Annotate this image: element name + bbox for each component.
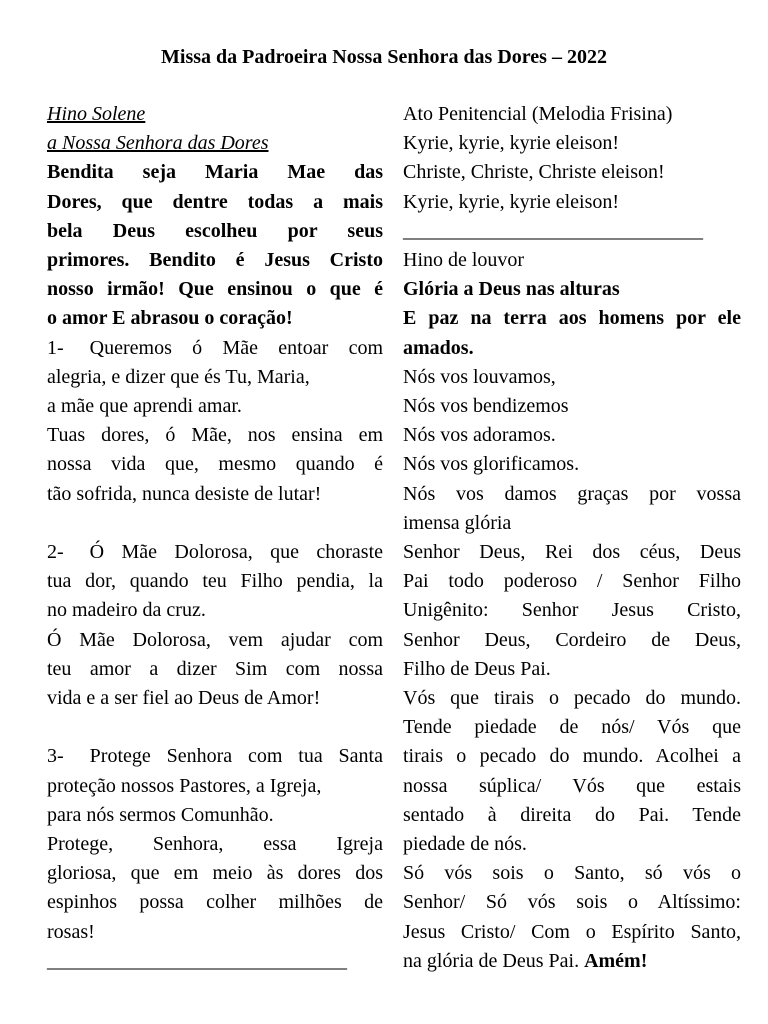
gloria-line: Unigênito: Senhor Jesus Cristo, bbox=[403, 599, 741, 622]
kyrie-line: Christe, Christe, Christe eleison! bbox=[403, 161, 665, 184]
right-column bbox=[403, 100, 741, 976]
verse-line: 2- Ó Mãe Dolorosa, que choraste bbox=[47, 541, 383, 564]
gloria-line: sentado à direita do Pai. Tende bbox=[403, 803, 741, 826]
gloria-line: Nós vos bendizemos bbox=[403, 395, 569, 418]
verse-line: alegria, e dizer que és Tu, Maria, bbox=[47, 365, 310, 388]
verse-line: nossa vida que, mesmo quando é bbox=[47, 453, 383, 476]
amen-text: Amém! bbox=[584, 949, 648, 972]
kyrie-line: Kyrie, kyrie, kyrie eleison! bbox=[403, 190, 620, 213]
gloria-heading-line: amados. bbox=[403, 336, 474, 359]
verse-line: Protege, Senhora, essa Igreja bbox=[47, 833, 383, 856]
verse-line: vida e a ser fiel ao Deus de Amor! bbox=[47, 687, 321, 710]
gloria-line: tirais o pecado do mundo. Acolhei a bbox=[403, 745, 741, 768]
verse-line: Ó Mãe Dolorosa, vem ajudar com bbox=[47, 628, 383, 651]
verse-line: 3- Protege Senhora com tua Santa bbox=[47, 745, 383, 768]
verse-1 bbox=[47, 334, 383, 509]
left-column bbox=[47, 100, 383, 976]
refrain-line: bela Deus escolheu por seus bbox=[47, 219, 383, 242]
gloria-line: Senhor Deus, Cordeiro de Deus, bbox=[403, 628, 741, 651]
verse-line: rosas! bbox=[47, 920, 95, 943]
verse-line: Tuas dores, ó Mãe, nos ensina em bbox=[47, 424, 383, 447]
refrain bbox=[47, 158, 383, 333]
kyrie-line: Kyrie, kyrie, kyrie eleison! bbox=[403, 132, 620, 155]
gloria-line: Tende piedade de nós/ Vós que bbox=[403, 716, 741, 739]
refrain-line: o amor E abrasou o coração! bbox=[47, 307, 293, 330]
gloria-line: piedade de nós. bbox=[403, 833, 527, 856]
gloria-line: Nós vos adoramos. bbox=[403, 424, 556, 447]
verse-line: no madeiro da cruz. bbox=[47, 599, 206, 622]
refrain-line: Bendita seja Maria Mae das bbox=[47, 161, 383, 184]
penitential-title: Ato Penitencial (Melodia Frisina) bbox=[403, 103, 673, 125]
gloria-line: Só vós sois o Santo, só vós o bbox=[403, 862, 741, 885]
gloria-line: Nós vos glorificamos. bbox=[403, 453, 580, 476]
gloria-line: Nós vos louvamos, bbox=[403, 365, 556, 388]
verse-number: 3- bbox=[47, 745, 64, 768]
gloria-line: Nós vos damos graças por vossa bbox=[403, 482, 741, 505]
verse-3 bbox=[47, 742, 383, 946]
refrain-line: primores. Bendito é Jesus Cristo bbox=[47, 249, 383, 272]
gloria-line bbox=[403, 947, 741, 976]
gloria-line: Senhor/ Só vós sois o Altíssimo: bbox=[403, 891, 741, 914]
hymn-title: Hino Solene bbox=[47, 103, 146, 125]
hymn-subtitle: a Nossa Senhora das Dores bbox=[47, 132, 269, 155]
gloria-line: Filho de Deus Pai. bbox=[403, 657, 551, 680]
gloria-line: Pai todo poderoso / Senhor Filho bbox=[403, 570, 741, 593]
gloria-line: Jesus Cristo/ Com o Espírito Santo, bbox=[403, 920, 741, 943]
verse-line: tão sofrida, nunca desiste de lutar! bbox=[47, 482, 322, 505]
gloria-line: Senhor Deus, Rei dos céus, Deus bbox=[403, 541, 741, 564]
verse-line: tua dor, quando teu Filho pendia, la bbox=[47, 570, 383, 593]
verse-line: proteção nossos Pastores, a Igreja, bbox=[47, 774, 322, 797]
verse-line: 1- Queremos ó Mãe entoar com bbox=[47, 336, 383, 359]
gloria-last-line: na glória de Deus Pai. bbox=[403, 949, 580, 972]
refrain-line: nosso irmão! Que ensinou o que é bbox=[47, 278, 383, 301]
verse-2 bbox=[47, 538, 383, 713]
separator-line: ______________________________ bbox=[403, 219, 703, 242]
verse-line: a mãe que aprendi amar. bbox=[47, 395, 242, 418]
page-title: Missa da Padroeira Nossa Senhora das Dores – 2022 bbox=[161, 46, 607, 68]
gloria-line: imensa glória bbox=[403, 511, 512, 534]
verse-number: 1- bbox=[47, 336, 64, 359]
gloria-line: Vós que tirais o pecado do mundo. bbox=[403, 687, 741, 710]
gloria-heading-line: Glória a Deus nas alturas bbox=[403, 278, 620, 301]
verse-number: 2- bbox=[47, 541, 64, 564]
gloria-text bbox=[403, 363, 741, 976]
verse-line: para nós sermos Comunhão. bbox=[47, 803, 274, 826]
verse-line: gloriosa, que em meio às dores dos bbox=[47, 862, 383, 885]
refrain-line: Dores, que dentre todas a mais bbox=[47, 190, 383, 213]
gloria-line: nossa súplica/ Vós que estais bbox=[403, 774, 741, 797]
verse-line: teu amor a dizer Sim com nossa bbox=[47, 657, 383, 680]
verse-line: espinhos possa colher milhões de bbox=[47, 891, 383, 914]
separator-line: ______________________________ bbox=[47, 949, 347, 972]
gloria-title: Hino de louvor bbox=[403, 249, 525, 272]
gloria-heading-line: E paz na terra aos homens por ele bbox=[403, 307, 741, 330]
